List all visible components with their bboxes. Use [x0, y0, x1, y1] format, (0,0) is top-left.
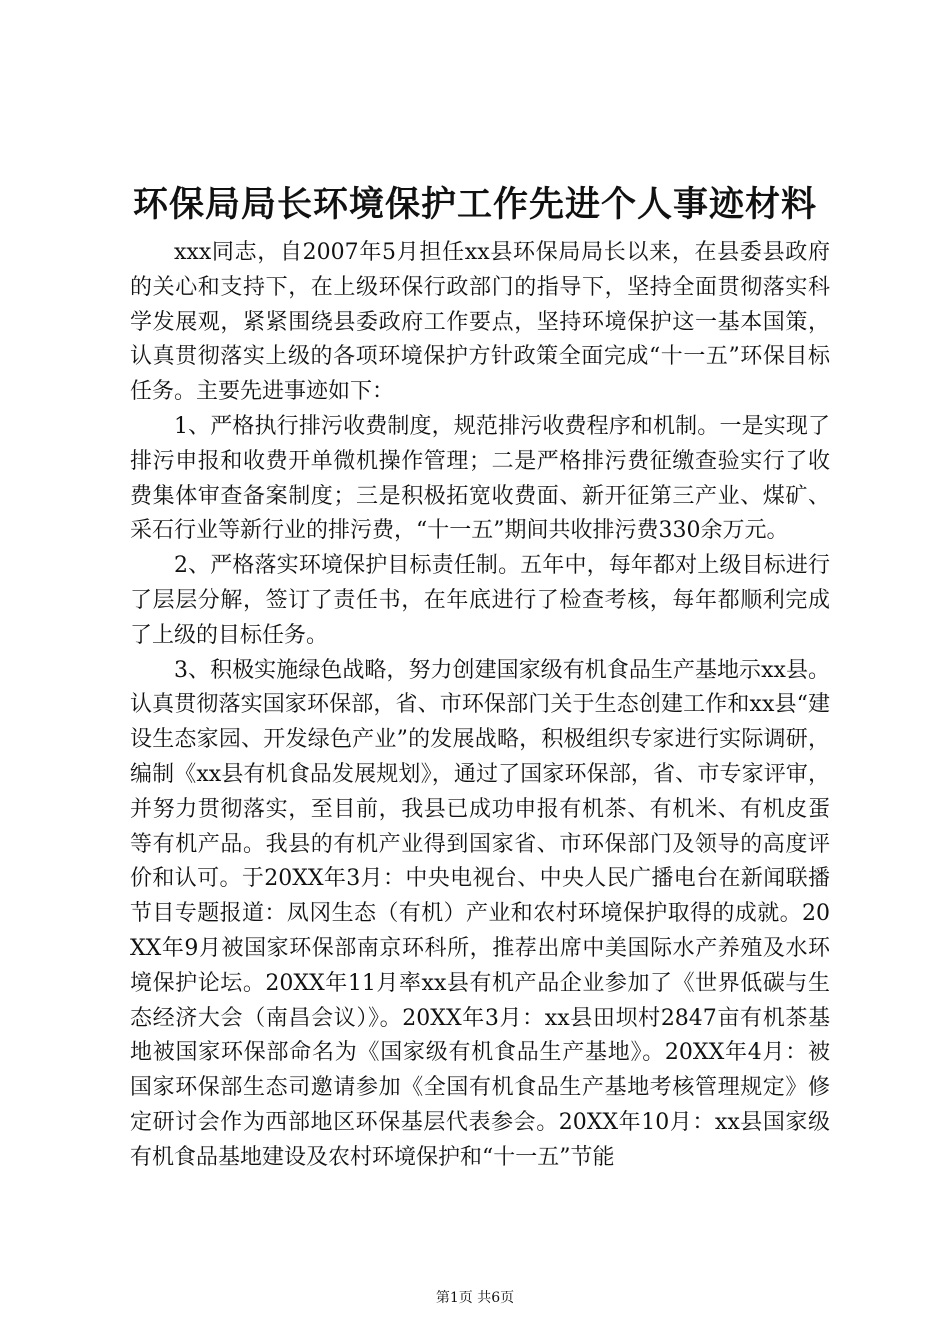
paragraph-intro: xxx同志，自2007年5月担任xx县环保局局长以来，在县委县政府的关心和支持下，在上级环保行政部门的指导下，坚持全面贯彻落实科学发展观，紧紧围绕县委政府工作要点，坚持环境保护这一基本国策，认真贯彻落实上级的各项环境保护方针政策全面完成“十一五”环保目标任务。主要先进事迹如下： — [130, 240, 830, 405]
paragraph-item-1: 1、严格执行排污收费制度，规范排污收费程序和机制。一是实现了排污申报和收费开单微机操作管理；二是严格排污费征缴查验实行了收费集体审查备案制度；三是积极拓宽收费面、新开征第三产业、煤矿、采石行业等新行业的排污费，“十一五”期间共收排污费330余万元。 — [130, 413, 830, 544]
document-title: 环保局局长环境保护工作先进个人事迹材料 — [132, 184, 817, 225]
paragraph-item-3: 3、积极实施绿色战略，努力创建国家级有机食品生产基地示xx县。认真贯彻落实国家环保部，省、市环保部门关于生态创建工作和xx县“建设生态家园、开发绿色产业”的发展战略，积极组织专家进行实际调研，编制《xx县有机食品发展规划》，通过了国家环保部，省、市专家评审，并努力贯彻落实，至目前，我县已成功申报有机茶、有机米、有机皮蛋等有机产品。我县的有机产业得到国家省、市环保部门及领导的高度评价和认可。于20XX年3月：中央电视台、中央人民广播电台在新闻联播节目专题报道：凤冈生态（有机）产业和农村环境保护取得的成就。20XX年9月被国家环保部南京环科所，推荐出席中美国际水产养殖及水环境保护论坛。20XX年11月率xx县有机产品企业参加了《世界低碳与生态经济大会（南昌会议）》。20XX年3月：xx县田坝村2847亩有机茶基地被国家环保部命名为《国家级有机食品生产基地》。20XX年4月：被国家环保部生态司邀请参加《全国有机食品生产基地考核管理规定》修定研讨会作为西部地区环保基层代表参会。20XX年10月：xx县国家级有机食品基地建设及农村环境保护和“十一五”节能 — [130, 657, 830, 1170]
paragraph-item-2: 2、严格落实环境保护目标责任制。五年中，每年都对上级目标进行了层层分解，签订了责任书，在年底进行了检查考核，每年都顺利完成了上级的目标任务。 — [130, 553, 830, 648]
document-body — [130, 236, 830, 1176]
page-footer: 第1页 共6页 — [435, 1290, 515, 1306]
